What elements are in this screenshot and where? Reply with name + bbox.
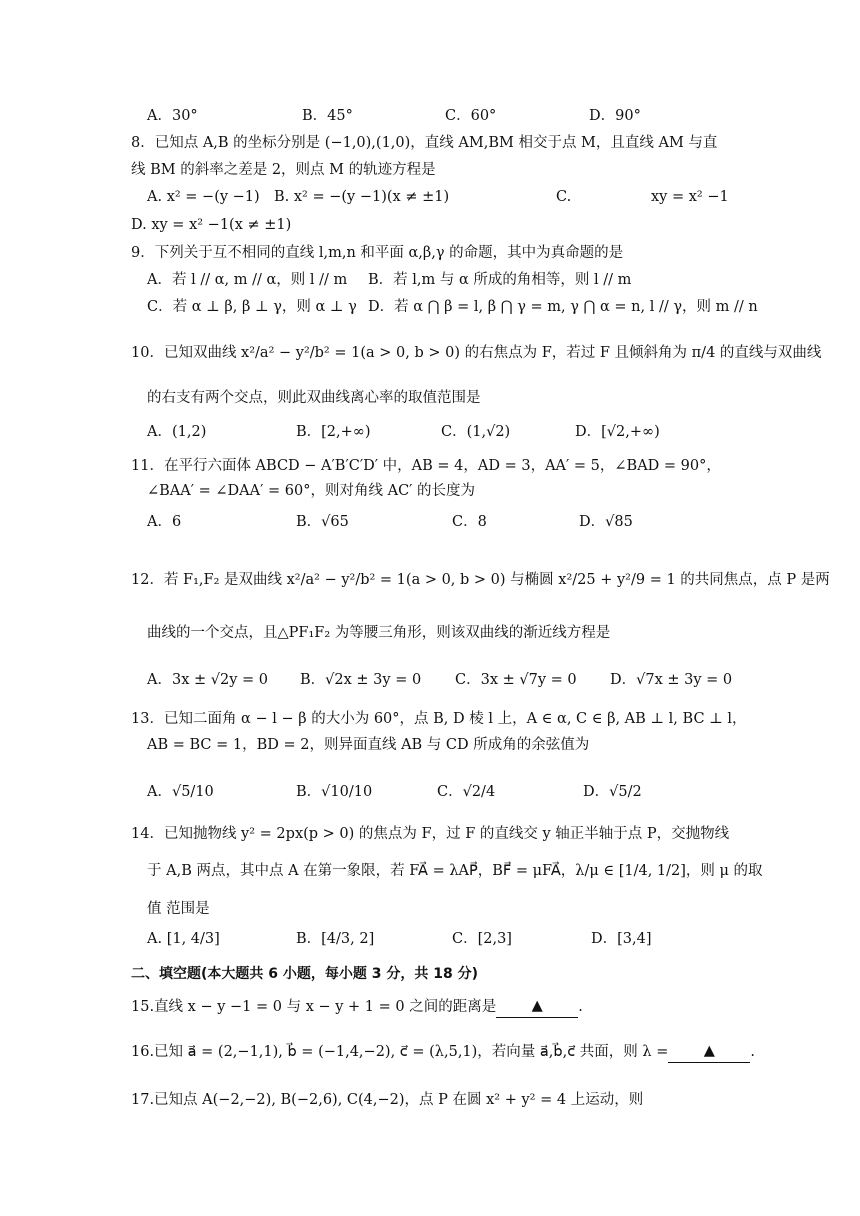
- q15-stem: 15.直线 x − y −1 = 0 与 x − y + 1 = 0 之间的距离是: [131, 999, 497, 1015]
- q13-stem-line2: AB = BC = 1，BD = 2，则异面直线 AB 与 CD 所成角的余弦值为: [147, 737, 590, 753]
- q14-stem-line2: 于 A,B 两点，其中点 A 在第一象限，若 FA⃗ = λAP⃗，BF⃗ = μFA⃗，λ/μ ∈ [1/4, 1/2]，则 μ 的取: [147, 863, 763, 879]
- q16-answer-blank[interactable]: [668, 1043, 750, 1063]
- q11-stem-line1: 11．在平行六面体 ABCD − A′B′C′D′ 中，AB = 4，AD = 3，AA′ = 5，∠BAD = 90°，: [131, 458, 721, 474]
- q11-option-a: A．6: [147, 514, 182, 530]
- q12-stem-line1: 12．若 F₁,F₂ 是双曲线 x²/a² − y²/b² = 1(a > 0, b > 0) 与椭圆 x²/25 + y²/9 = 1 的共同焦点，点 P 是两: [131, 572, 830, 588]
- q16-stem: 16.已知 a⃗ = (2,−1,1), b⃗ = (−1,4,−2), c⃗ = (λ,5,1)，若向量 a⃗,b⃗,c⃗ 共面，则 λ =: [131, 1044, 669, 1060]
- q14-stem-line1: 14．已知抛物线 y² = 2px(p > 0) 的焦点为 F，过 F 的直线交 y 轴正半轴于点 P，交抛物线: [131, 826, 730, 842]
- q8-option-c-value: xy = x² −1: [651, 189, 729, 205]
- q10-option-a: A．(1,2): [147, 424, 207, 440]
- q14-option-c: C．[2,3]: [452, 931, 512, 947]
- q8-option-c: C.: [556, 189, 572, 205]
- q11-option-b: B．√65: [296, 514, 349, 530]
- q8-stem-line1: 8．已知点 A,B 的坐标分别是 (−1,0),(1,0)，直线 AM,BM 相交于点 M，且直线 AM 与直: [131, 135, 718, 151]
- q8-option-d: D. xy = x² −1(x ≠ ±1): [131, 217, 292, 233]
- q7-option-a: A．30°: [147, 108, 198, 124]
- q14-option-a: A. [1, 4/3]: [147, 931, 220, 947]
- q16-period: .: [750, 1044, 755, 1060]
- q11-option-c: C．8: [452, 514, 487, 530]
- q13-option-c: C．√2/4: [437, 784, 496, 800]
- q11-stem-line2: ∠BAA′ = ∠DAA′ = 60°，则对角线 AC′ 的长度为: [147, 483, 476, 499]
- q16-line: [131, 1045, 755, 1061]
- q11-option-d: D．√85: [579, 514, 633, 530]
- q14-stem-line3: 值 范围是: [147, 901, 210, 917]
- q7-option-c: C．60°: [445, 108, 497, 124]
- q15-period: .: [578, 999, 583, 1015]
- q12-stem-line2: 曲线的一个交点，且△PF₁F₂ 为等腰三角形，则该双曲线的渐近线方程是: [147, 625, 611, 641]
- q10-option-b: B．[2,+∞): [296, 424, 371, 440]
- q7-option-d: D．90°: [589, 108, 641, 124]
- q9-option-b: B．若 l,m 与 α 所成的角相等，则 l // m: [368, 272, 632, 288]
- q12-option-c: C．3x ± √7y = 0: [455, 672, 577, 688]
- q13-option-d: D．√5/2: [583, 784, 642, 800]
- q9-stem: 9．下列关于互不相同的直线 l,m,n 和平面 α,β,γ 的命题，其中为真命题的是: [131, 245, 624, 261]
- q8-option-b: B. x² = −(y −1)(x ≠ ±1): [274, 189, 450, 205]
- q10-option-d: D．[√2,+∞): [575, 424, 660, 440]
- q12-option-d: D．√7x ± 3y = 0: [610, 672, 733, 688]
- q7-option-b: B．45°: [302, 108, 353, 124]
- q10-stem-line2: 的右支有两个交点，则此双曲线离心率的取值范围是: [147, 390, 481, 406]
- q15-line: [131, 1000, 583, 1016]
- triangle-icon: ▲: [531, 998, 543, 1014]
- q13-stem-line1: 13．已知二面角 α − l − β 的大小为 60°，点 B, D 棱 l 上，A ∈ α, C ∈ β, AB ⊥ l, BC ⊥ l，: [131, 711, 747, 727]
- triangle-icon: ▲: [703, 1043, 715, 1059]
- q10-option-c: C．(1,√2): [441, 424, 511, 440]
- q9-option-a: A．若 l // α, m // α，则 l // m: [147, 272, 348, 288]
- q12-option-b: B．√2x ± 3y = 0: [300, 672, 422, 688]
- q10-stem-line1: 10．已知双曲线 x²/a² − y²/b² = 1(a > 0, b > 0) 的右焦点为 F，若过 F 且倾斜角为 π/4 的直线与双曲线: [131, 345, 822, 361]
- q8-option-a: A. x² = −(y −1): [147, 189, 260, 205]
- q17-stem: 17.已知点 A(−2,−2), B(−2,6), C(4,−2)，点 P 在圆 x² + y² = 4 上运动，则: [131, 1092, 644, 1108]
- q13-option-a: A．√5/10: [147, 784, 214, 800]
- q9-option-c: C．若 α ⊥ β, β ⊥ γ，则 α ⊥ γ: [147, 299, 357, 315]
- q13-option-b: B．√10/10: [296, 784, 373, 800]
- q15-answer-blank[interactable]: [496, 998, 578, 1018]
- q8-stem-line2: 线 BM 的斜率之差是 2，则点 M 的轨迹方程是: [131, 162, 436, 178]
- q14-option-b: B．[4/3, 2]: [296, 931, 375, 947]
- section-title-fill-in: 二、填空题(本大题共 6 小题，每小题 3 分，共 18 分): [131, 966, 479, 982]
- q12-option-a: A．3x ± √2y = 0: [147, 672, 268, 688]
- q9-option-d: D．若 α ⋂ β = l, β ⋂ γ = m, γ ⋂ α = n, l // γ，则 m // n: [368, 299, 758, 315]
- q14-option-d: D．[3,4]: [591, 931, 652, 947]
